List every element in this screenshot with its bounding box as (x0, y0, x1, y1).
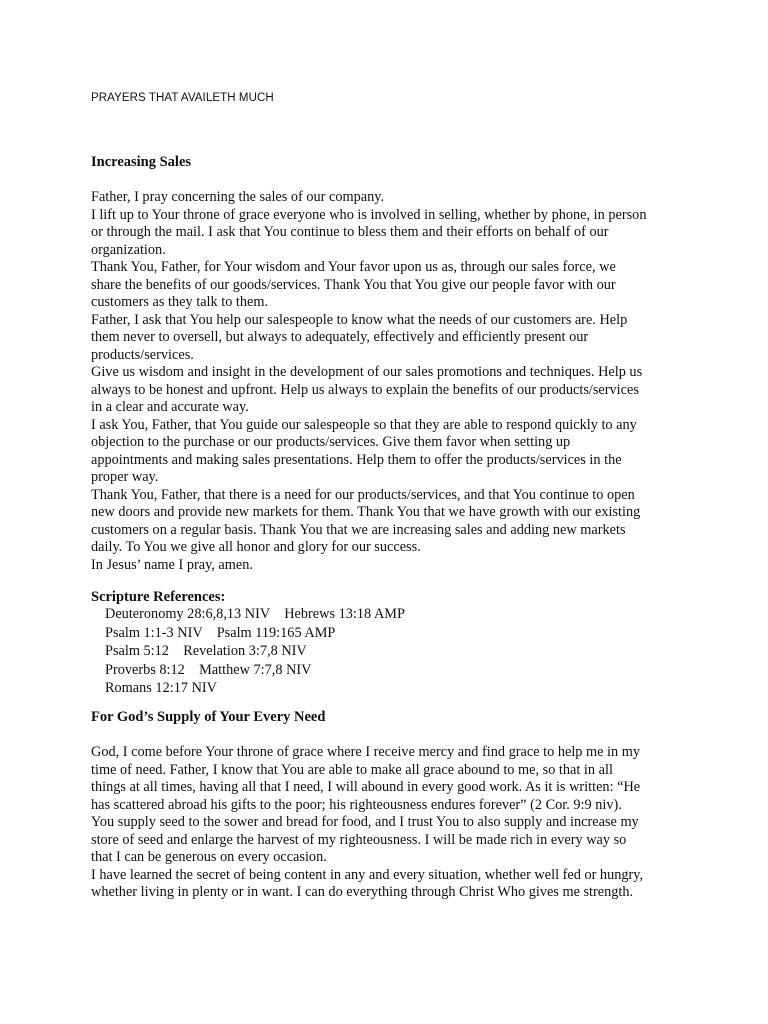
scripture-references-heading: Scripture References: (91, 589, 226, 605)
scripture-row: Proverbs 8:12 Matthew 7:7,8 NIV (105, 661, 312, 678)
scripture-row: Psalm 1:1-3 NIV Psalm 119:165 AMP (105, 624, 336, 641)
section-body-gods-supply: God, I come before Your throne of grace where I receive mercy and find grace to help me in my time of need. Father, I know that You are able to make all grace abound to me, so that in all things at all times, having all that I need, I will abound in every good work. As it is written: “He has scattered abroad his gifts to the poor; his righteousness endures forever” (2 Cor. 9:9 niv). You supply seed to the sower and bread for food, and I trust You to also supply and increase my store of seed and enlarge the harvest of my righteousness. I will be made rich in every way so that I can be generous on every occasion. I have learned the secret of being content in any and every situation, whether well fed or hungry, whether living in plenty or in want. I can do everything through Christ Who gives me strength. (91, 744, 644, 900)
scripture-row: Deuteronomy 28:6,8,13 NIV Hebrews 13:18 AMP (105, 606, 405, 622)
section-title-gods-supply: For God’s Supply of Your Every Need (91, 709, 326, 725)
scripture-row: Psalm 5:12 Revelation 3:7,8 NIV (105, 643, 307, 659)
scripture-row: Romans 12:17 NIV (105, 680, 217, 696)
section-title-increasing-sales: Increasing Sales (91, 154, 192, 170)
document-header: PRAYERS THAT AVAILETH MUCH (91, 92, 274, 104)
scripture-references-list (105, 605, 405, 698)
section-body-increasing-sales: Father, I pray concerning the sales of our company. I lift up to Your throne of grace everyone who is involved in selling, whether by phone, in person or through the mail. I ask that You continue to bless them and their efforts on behalf of our organization. Thank You, Father, for Your wisdom and Your favor upon us as, through our sales force, we share the benefits of our goods/services. Thank You that You give our people favor with our customers as they talk to them. Father, I ask that You help our salespeople to know what the needs of our customers are. Help them never to oversell, but always to adequately, effectively and efficiently present our products/services. Give us wisdom and insight in the development of our sales promotions and techniques. Help us always to be honest and upfront. Help us always to explain the benefits of our products/services in a clear and accurate way. I ask You, Father, that You guide our salespeople so that they are able to respond quickly to any objection to the purchase or our products/services. Give them favor when setting up appointments and making sales presentations. Help them to offer the products/services in the proper way. Thank You, Father, that there is a need for our products/services, and that You continue to open new doors and provide new markets for them. Thank You that we have growth with our existing customers on a regular basis. Thank You that we are increasing sales and adding new markets daily. To You we give all honor and glory for our success. In Jesus’ name I pray, amen. (91, 189, 647, 573)
